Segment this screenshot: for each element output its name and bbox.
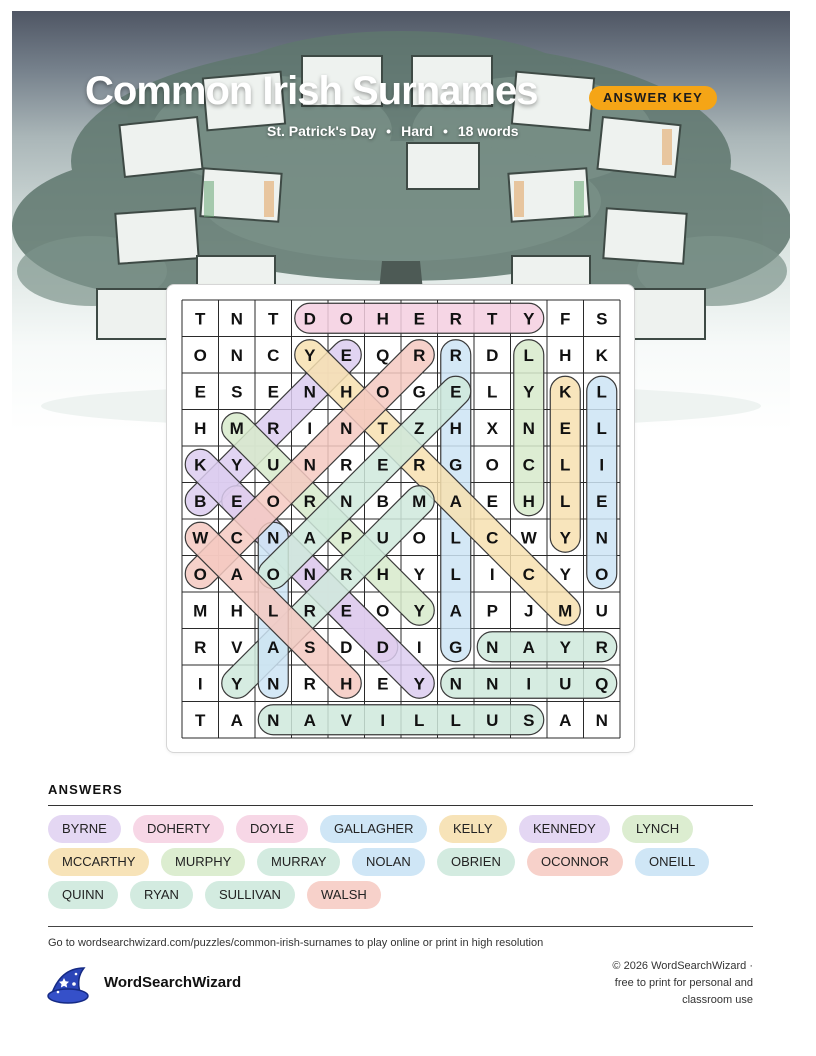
- grid-cell-letter[interactable]: R: [303, 674, 316, 694]
- grid-cell-letter[interactable]: I: [380, 710, 386, 730]
- highlight-oneill: [587, 376, 617, 589]
- grid-cell-letter[interactable]: N: [486, 674, 499, 694]
- grid-cell-letter[interactable]: O: [266, 491, 280, 511]
- answer-chip-ryan: RYAN: [130, 881, 193, 909]
- grid-cell-letter[interactable]: L: [523, 345, 534, 365]
- answer-chip-doherty: DOHERTY: [133, 815, 224, 843]
- play-online-link[interactable]: Go to wordsearchwizard.com/puzzles/common-irish-surnames to play online or print in high resolution: [48, 937, 544, 949]
- grid-cell-letter[interactable]: R: [449, 309, 462, 329]
- solution-highlights: [179, 303, 617, 735]
- grid-cell-letter[interactable]: Y: [231, 674, 243, 694]
- grid-cell-letter[interactable]: P: [486, 601, 498, 621]
- answer-chip-kennedy: KENNEDY: [519, 815, 610, 843]
- grid-cell-letter[interactable]: E: [194, 382, 206, 402]
- highlight-sullivan: [258, 705, 544, 735]
- grid-cell-letter[interactable]: H: [376, 309, 389, 329]
- grid-cell-letter[interactable]: X: [486, 418, 498, 438]
- grid-cell-letter[interactable]: D: [340, 637, 353, 657]
- grid-cell-letter[interactable]: S: [523, 710, 535, 730]
- grid-cell-letter[interactable]: N: [230, 345, 243, 365]
- grid-cell-letter[interactable]: N: [303, 382, 316, 402]
- grid-cell-letter[interactable]: U: [559, 674, 572, 694]
- grid-cell-letter[interactable]: O: [266, 564, 280, 584]
- grid-cell-letter[interactable]: N: [267, 528, 280, 548]
- grid-cell-letter[interactable]: E: [377, 455, 389, 475]
- grid-cell-letter[interactable]: H: [194, 418, 207, 438]
- grid-cell-letter[interactable]: E: [413, 309, 425, 329]
- grid-cell-letter[interactable]: Y: [304, 345, 316, 365]
- grid-cell-letter[interactable]: L: [560, 491, 571, 511]
- separator-dot: •: [386, 123, 392, 139]
- grid-cell-letter[interactable]: Q: [376, 345, 390, 365]
- grid-cell-letter[interactable]: E: [377, 674, 389, 694]
- grid-cell-letter[interactable]: Y: [523, 382, 535, 402]
- grid-cell-letter[interactable]: A: [230, 710, 243, 730]
- grid-cell-letter[interactable]: R: [194, 637, 207, 657]
- grid-cell-letter[interactable]: O: [376, 382, 390, 402]
- answer-chip-byrne: BYRNE: [48, 815, 121, 843]
- grid-cell-letter[interactable]: M: [558, 601, 573, 621]
- grid-cell-letter[interactable]: E: [267, 382, 279, 402]
- answer-chip-oconnor: OCONNOR: [527, 848, 623, 876]
- grid-cell-letter[interactable]: D: [376, 637, 389, 657]
- grid-cell-letter[interactable]: A: [303, 710, 316, 730]
- grid-cell-letter[interactable]: E: [450, 382, 462, 402]
- difficulty-label: Hard: [401, 123, 433, 139]
- answer-chip-doyle: DOYLE: [236, 815, 308, 843]
- grid-cell-letter[interactable]: N: [340, 491, 353, 511]
- grid-cell-letter[interactable]: A: [522, 637, 535, 657]
- grid-cell-letter[interactable]: N: [303, 455, 316, 475]
- answer-chip-murray: MURRAY: [257, 848, 340, 876]
- copyright-line: © 2026 WordSearchWizard ·: [612, 960, 753, 972]
- grid-cell-letter[interactable]: G: [449, 455, 463, 475]
- grid-cell-letter[interactable]: R: [340, 564, 353, 584]
- grid-cell-letter[interactable]: R: [303, 601, 316, 621]
- grid-cell-letter[interactable]: C: [267, 345, 280, 365]
- copyright-notice: [573, 958, 753, 1009]
- grid-cell-letter[interactable]: I: [526, 674, 532, 694]
- grid-cell-letter[interactable]: O: [595, 564, 609, 584]
- answer-key-badge: ANSWER KEY: [589, 86, 717, 110]
- grid-cell-letter[interactable]: C: [522, 455, 535, 475]
- grid-cell-letter[interactable]: H: [522, 491, 535, 511]
- answer-chip-gallagher: GALLAGHER: [320, 815, 427, 843]
- grid-cell-letter[interactable]: Y: [559, 637, 571, 657]
- highlight-capsule: [587, 376, 617, 589]
- puzzle-grid-card: [166, 284, 635, 753]
- grid-cell-letter[interactable]: I: [197, 674, 203, 694]
- grid-cell-letter[interactable]: K: [559, 382, 572, 402]
- grid-cell-letter[interactable]: Y: [413, 674, 425, 694]
- grid-cell-letter[interactable]: L: [596, 382, 607, 402]
- grid-cell-letter[interactable]: E: [340, 601, 352, 621]
- grid-cell-letter[interactable]: L: [596, 418, 607, 438]
- grid-cell-letter[interactable]: N: [267, 710, 280, 730]
- grid-cell-letter[interactable]: B: [376, 491, 389, 511]
- grid-cell-letter[interactable]: I: [489, 564, 495, 584]
- grid-cell-letter[interactable]: A: [267, 637, 280, 657]
- grid-cell-letter[interactable]: G: [449, 637, 463, 657]
- grid-cell-letter[interactable]: I: [599, 455, 605, 475]
- grid-cell-letter[interactable]: E: [486, 491, 498, 511]
- grid-cell-letter[interactable]: Y: [231, 455, 243, 475]
- divider: [48, 805, 753, 806]
- grid-cell-letter[interactable]: H: [376, 564, 389, 584]
- divider: [48, 926, 753, 927]
- grid-cell-letter[interactable]: O: [376, 601, 390, 621]
- word-search-grid[interactable]: [167, 285, 636, 754]
- grid-cell-letter[interactable]: V: [340, 710, 352, 730]
- grid-cell-letter[interactable]: I: [416, 637, 422, 657]
- grid-cell-letter[interactable]: L: [268, 601, 279, 621]
- copyright-line: classroom use: [682, 994, 753, 1006]
- grid-cell-letter[interactable]: O: [339, 309, 353, 329]
- grid-cell-letter[interactable]: O: [412, 528, 426, 548]
- grid-cell-letter[interactable]: C: [522, 564, 535, 584]
- grid-cell-letter[interactable]: U: [486, 710, 499, 730]
- grid-cell-letter[interactable]: C: [230, 528, 243, 548]
- grid-cell-letter[interactable]: E: [559, 418, 571, 438]
- grid-cell-letter[interactable]: B: [194, 491, 207, 511]
- grid-cell-letter[interactable]: Y: [413, 564, 425, 584]
- grid-cell-letter[interactable]: A: [230, 564, 243, 584]
- puzzle-subtitle: [267, 123, 519, 139]
- brand-name[interactable]: WordSearchWizard: [104, 974, 242, 991]
- grid-cell-letter[interactable]: Y: [413, 601, 425, 621]
- grid-cell-letter[interactable]: O: [193, 345, 207, 365]
- grid-cell-letter[interactable]: V: [231, 637, 243, 657]
- grid-cell-letter[interactable]: R: [449, 345, 462, 365]
- grid-cell-letter[interactable]: P: [340, 528, 352, 548]
- word-count-label: 18 words: [457, 123, 519, 139]
- grid-cell-letter[interactable]: L: [450, 528, 461, 548]
- grid-cell-letter[interactable]: Z: [414, 418, 425, 438]
- grid-cell-letter[interactable]: J: [524, 601, 534, 621]
- answer-chip-oneill: ONEILL: [635, 848, 709, 876]
- grid-cell-letter[interactable]: E: [340, 345, 352, 365]
- answer-chip-kelly: KELLY: [439, 815, 507, 843]
- grid-cell-letter[interactable]: L: [487, 382, 498, 402]
- grid-cell-letter[interactable]: R: [595, 637, 608, 657]
- grid-cell-letter[interactable]: H: [230, 601, 243, 621]
- grid-cell-letter[interactable]: D: [303, 309, 316, 329]
- grid-cell-letter[interactable]: W: [192, 528, 209, 548]
- grid-cell-letter[interactable]: D: [486, 345, 499, 365]
- separator-dot: •: [442, 123, 448, 139]
- grid-cell-letter[interactable]: N: [522, 418, 535, 438]
- grid-cell-letter[interactable]: N: [595, 528, 608, 548]
- grid-cell-letter[interactable]: A: [303, 528, 316, 548]
- grid-cell-letter[interactable]: R: [413, 455, 426, 475]
- grid-cell-letter[interactable]: A: [559, 710, 572, 730]
- grid-cell-letter[interactable]: N: [340, 418, 353, 438]
- grid-cell-letter[interactable]: Y: [559, 528, 571, 548]
- grid-cell-letter[interactable]: N: [303, 564, 316, 584]
- grid-cell-letter[interactable]: U: [376, 528, 389, 548]
- grid-cell-letter[interactable]: K: [194, 455, 207, 475]
- grid-cell-letter[interactable]: T: [195, 710, 206, 730]
- grid-cell-letter[interactable]: O: [485, 455, 499, 475]
- grid-cell-letter[interactable]: H: [340, 674, 353, 694]
- answer-chip-nolan: NOLAN: [352, 848, 425, 876]
- grid-cell-letter[interactable]: C: [486, 528, 499, 548]
- grid-cell-letter[interactable]: R: [267, 418, 280, 438]
- answer-chip-lynch: LYNCH: [622, 815, 693, 843]
- answer-chip-murphy: MURPHY: [161, 848, 245, 876]
- grid-cell-letter[interactable]: L: [414, 710, 425, 730]
- grid-cell-letter[interactable]: E: [231, 491, 243, 511]
- highlight-capsule: [258, 705, 544, 735]
- puzzle-title: Common Irish Surnames: [85, 69, 538, 113]
- grid-cell-letter[interactable]: S: [231, 382, 243, 402]
- answer-chip-sullivan: SULLIVAN: [205, 881, 295, 909]
- grid-cell-letter[interactable]: S: [596, 309, 608, 329]
- copyright-line: free to print for personal and: [614, 977, 753, 989]
- answer-chip-quinn: QUINN: [48, 881, 118, 909]
- grid-cell-letter[interactable]: T: [487, 309, 498, 329]
- grid-cell-letter[interactable]: R: [303, 491, 316, 511]
- grid-cell-letter[interactable]: K: [595, 345, 608, 365]
- grid-cell-letter[interactable]: G: [412, 382, 426, 402]
- grid-cell-letter[interactable]: A: [449, 491, 462, 511]
- grid-cell-letter[interactable]: M: [412, 491, 427, 511]
- grid-cell-letter[interactable]: M: [193, 601, 208, 621]
- grid-cell-letter[interactable]: H: [449, 418, 462, 438]
- grid-cell-letter[interactable]: N: [449, 674, 462, 694]
- theme-label: St. Patrick's Day: [267, 123, 377, 139]
- grid-cell-letter[interactable]: M: [229, 418, 244, 438]
- grid-cell-letter[interactable]: R: [413, 345, 426, 365]
- answer-chip-mccarthy: MCCARTHY: [48, 848, 149, 876]
- grid-cell-letter[interactable]: S: [304, 637, 316, 657]
- grid-cell-letter[interactable]: E: [596, 491, 608, 511]
- answer-chip-obrien: OBRIEN: [437, 848, 515, 876]
- grid-cell-letter[interactable]: U: [595, 601, 608, 621]
- grid-cell-letter[interactable]: T: [268, 309, 279, 329]
- grid-cell-letter[interactable]: L: [450, 710, 461, 730]
- grid-cell-letter[interactable]: Q: [595, 674, 609, 694]
- wizard-hat-icon: [46, 962, 94, 1006]
- grid-cell-letter[interactable]: I: [307, 418, 313, 438]
- grid-cell-letter[interactable]: R: [340, 455, 353, 475]
- grid-cell-letter[interactable]: A: [449, 601, 462, 621]
- grid-cell-letter[interactable]: N: [595, 710, 608, 730]
- grid-cell-letter[interactable]: W: [520, 528, 537, 548]
- grid-cell-letter[interactable]: U: [267, 455, 280, 475]
- answer-chip-walsh: WALSH: [307, 881, 381, 909]
- grid-cell-letter[interactable]: H: [559, 345, 572, 365]
- grid-cell-letter[interactable]: H: [340, 382, 353, 402]
- grid-cell-letter[interactable]: Y: [523, 309, 535, 329]
- grid-cell-letter[interactable]: O: [193, 564, 207, 584]
- grid-cell-letter[interactable]: T: [195, 309, 206, 329]
- grid-cell-letter[interactable]: F: [560, 309, 571, 329]
- grid-cell-letter[interactable]: L: [450, 564, 461, 584]
- grid-cell-letter[interactable]: L: [560, 455, 571, 475]
- answers-heading: ANSWERS: [48, 782, 123, 797]
- grid-cell-letter[interactable]: N: [267, 674, 280, 694]
- grid-cell-letter[interactable]: T: [377, 418, 388, 438]
- grid-cell-letter[interactable]: Y: [559, 564, 571, 584]
- grid-cell-letter[interactable]: N: [230, 309, 243, 329]
- grid-cell-letter[interactable]: N: [486, 637, 499, 657]
